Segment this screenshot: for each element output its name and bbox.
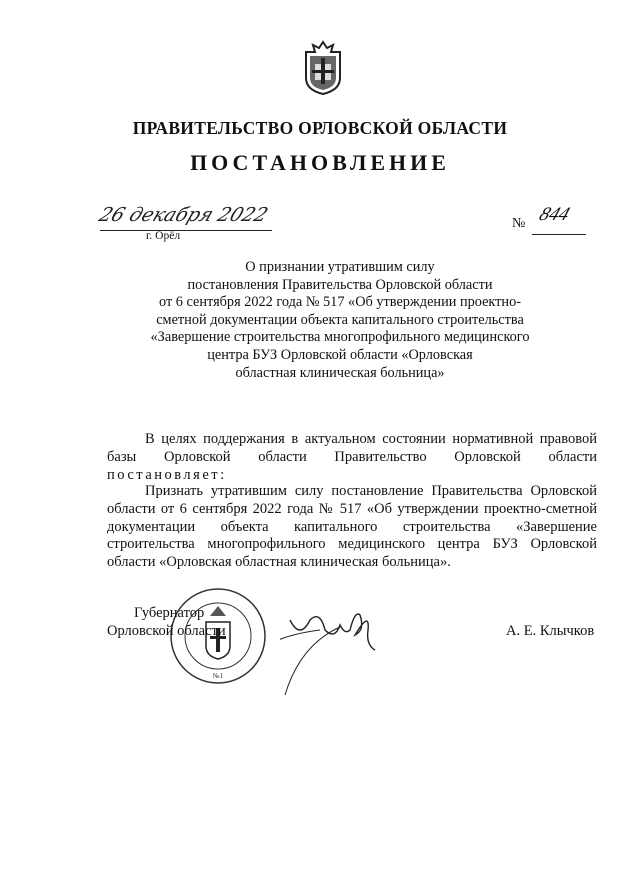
subject-line: центра БУЗ Орловской области «Орловская	[207, 346, 473, 363]
subject-line: сметной документации объекта капитального строительства	[156, 311, 524, 328]
signatory-name: А. Е. Клычков	[506, 623, 595, 639]
subject-line: областная клиническая больница»	[235, 364, 445, 381]
subject-block	[120, 259, 560, 382]
paragraph-line: области от 6 сентября 2022 года № 517 «Об утверждении проектно-сметной	[107, 500, 597, 517]
paragraph-line: области «Орловская областная клиническая больница».	[107, 554, 451, 571]
paragraph-line: базы Орловской области Правительство Орловской области	[107, 448, 597, 465]
signatory-position-line2: Орловской области	[107, 623, 226, 639]
city-label: г. Орёл	[146, 230, 181, 242]
subject-line: О признании утратившим силу	[245, 259, 435, 275]
organization-title: ПРАВИТЕЛЬСТВО ОРЛОВСКОЙ ОБЛАСТИ	[132, 118, 508, 138]
paragraph-line: В целях поддержания в актуальном состоянии нормативной правовой	[145, 431, 597, 447]
svg-text:№1: №1	[212, 672, 224, 680]
document-type-title: ПОСТАНОВЛЕНИЕ	[190, 150, 450, 175]
handwritten-date: 26 декабря 2022	[95, 204, 271, 226]
handwritten-number: 844	[536, 204, 573, 225]
handwritten-signature	[280, 600, 390, 700]
number-underline	[532, 234, 586, 235]
subject-line: «Завершение строительства многопрофильного медицинского	[150, 329, 530, 346]
signatory-position-line1: Губернатор	[134, 605, 205, 621]
date-underline	[100, 230, 272, 231]
paragraph-line: Признать утратившим силу постановление Правительства Орловской	[145, 483, 597, 499]
paragraph-line: строительства многопрофильного медицинского центра БУЗ Орловской	[107, 536, 597, 553]
number-label: №	[512, 216, 526, 231]
subject-line: от 6 сентября 2022 года № 517 «Об утверждении проектно-	[158, 294, 521, 311]
coat-of-arms-emblem	[300, 40, 346, 96]
operative-paragraph	[107, 483, 597, 572]
paragraph-line: постановляет:	[107, 466, 227, 483]
subject-line: постановления Правительства Орловской области	[187, 276, 493, 293]
preamble-paragraph	[107, 431, 597, 484]
paragraph-line: документации объекта капитального строительства «Завершение	[107, 518, 597, 535]
